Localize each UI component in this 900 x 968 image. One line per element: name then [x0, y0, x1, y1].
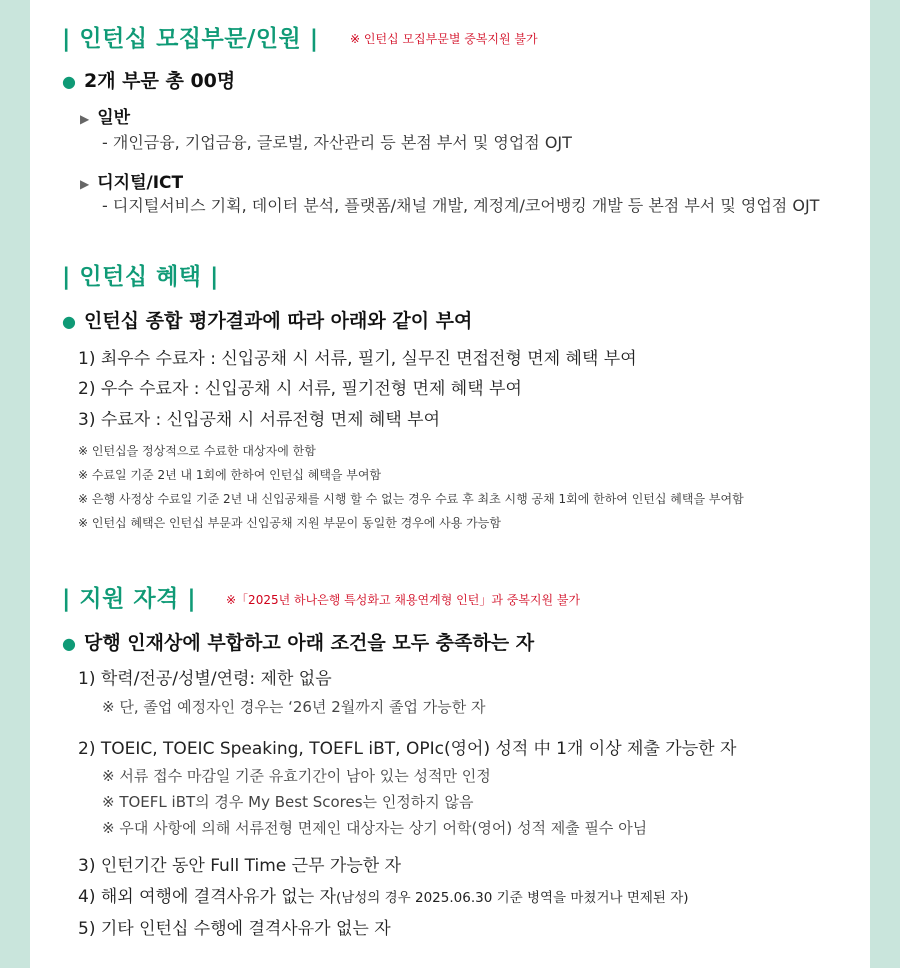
group-general-head — [80, 103, 130, 128]
benefit-note: ※ 인턴십을 정상적으로 수료한 대상자에 한함 — [78, 444, 316, 458]
benefits-summary-text: 인턴십 종합 평가결과에 따라 아래와 같이 부여 — [83, 310, 473, 332]
benefit-note: ※ 인턴십 혜택은 인턴십 부문과 신입공채 지원 부문이 동일한 경우에 사용 가능함 — [78, 516, 501, 530]
group-head-label: 일반 — [97, 108, 131, 128]
bullet-dot-icon: ● — [62, 634, 76, 653]
eligibility-item-main: 4) 해외 여행에 결격사유가 없는 자 — [78, 887, 336, 907]
section-title-eligibility: | 지원 자격 | — [62, 586, 197, 612]
eligibility-item-note: ※ TOEFL iBT의 경우 My Best Scores는 인정하지 않음 — [102, 793, 474, 811]
recruitment-summary — [62, 66, 235, 93]
recruitment-summary-text: 2개 부문 총 00명 — [83, 70, 236, 92]
group-head-label: 디지털/ICT — [97, 173, 184, 193]
group-digital-desc: - 디지털서비스 기획, 데이터 분석, 플랫폼/채널 개발, 계정계/코어뱅킹 개발 등 본점 부서 및 영업점 OJT — [102, 196, 820, 215]
eligibility-summary — [62, 628, 534, 655]
eligibility-item-note: ※ 우대 사항에 의해 서류전형 면제인 대상자는 상기 어학(영어) 성적 제출 필수 아님 — [102, 819, 648, 837]
eligibility-item: 3) 인턴기간 동안 Full Time 근무 가능한 자 — [78, 856, 402, 876]
eligibility-item: 5) 기타 인턴십 수행에 결격사유가 없는 자 — [78, 919, 391, 939]
benefit-note: ※ 은행 사정상 수료일 기준 2년 내 신입공채를 시행 할 수 없는 경우 수료 후 최초 시행 공채 1회에 한하여 인턴십 혜택을 부여함 — [78, 492, 744, 506]
benefit-item: 2) 우수 수료자 : 신입공채 시 서류, 필기전형 면제 혜택 부여 — [78, 379, 522, 399]
group-digital-head — [80, 168, 183, 193]
eligibility-item-note: ※ 서류 접수 마감일 기준 유효기간이 남아 있는 성적만 인정 — [102, 767, 491, 785]
triangle-right-icon: ▶ — [80, 112, 90, 126]
benefit-item: 3) 수료자 : 신입공채 시 서류전형 면제 혜택 부여 — [78, 410, 441, 430]
triangle-right-icon: ▶ — [80, 177, 90, 191]
eligibility-item — [78, 882, 689, 907]
eligibility-summary-text: 당행 인재상에 부합하고 아래 조건을 모두 충족하는 자 — [83, 632, 535, 654]
eligibility-item: 2) TOEIC, TOEIC Speaking, TOEFL iBT, OPIc(영어) 성적 中 1개 이상 제출 가능한 자 — [78, 739, 737, 759]
content-card — [30, 0, 870, 968]
eligibility-item: 1) 학력/전공/성별/연령: 제한 없음 — [78, 669, 332, 689]
eligibility-warning-note: ※「2025년 하나은행 특성화고 채용연계형 인턴」과 중복지원 불가 — [226, 593, 581, 607]
benefits-summary — [62, 306, 472, 333]
eligibility-item-note: ※ 단, 졸업 예정자인 경우는 ‘26년 2월까지 졸업 가능한 자 — [102, 698, 486, 716]
benefit-item: 1) 최우수 수료자 : 신입공채 시 서류, 필기, 실무진 면접전형 면제 혜택 부여 — [78, 349, 637, 369]
group-general-desc: - 개인금융, 기업금융, 글로벌, 자산관리 등 본점 부서 및 영업점 OJT — [102, 133, 572, 152]
recruitment-warning-note: ※ 인턴십 모집부문별 중복지원 불가 — [350, 32, 538, 46]
benefit-note: ※ 수료일 기준 2년 내 1회에 한하여 인턴십 혜택을 부여함 — [78, 468, 382, 482]
section-title-benefits: | 인턴십 혜택 | — [62, 264, 219, 290]
bullet-dot-icon: ● — [62, 72, 76, 91]
eligibility-item-paren: (남성의 경우 2025.06.30 기준 병역을 마쳤거나 면제된 자) — [335, 890, 689, 906]
section-title-recruitment: | 인턴십 모집부문/인원 | — [62, 26, 319, 52]
bullet-dot-icon: ● — [62, 312, 76, 331]
